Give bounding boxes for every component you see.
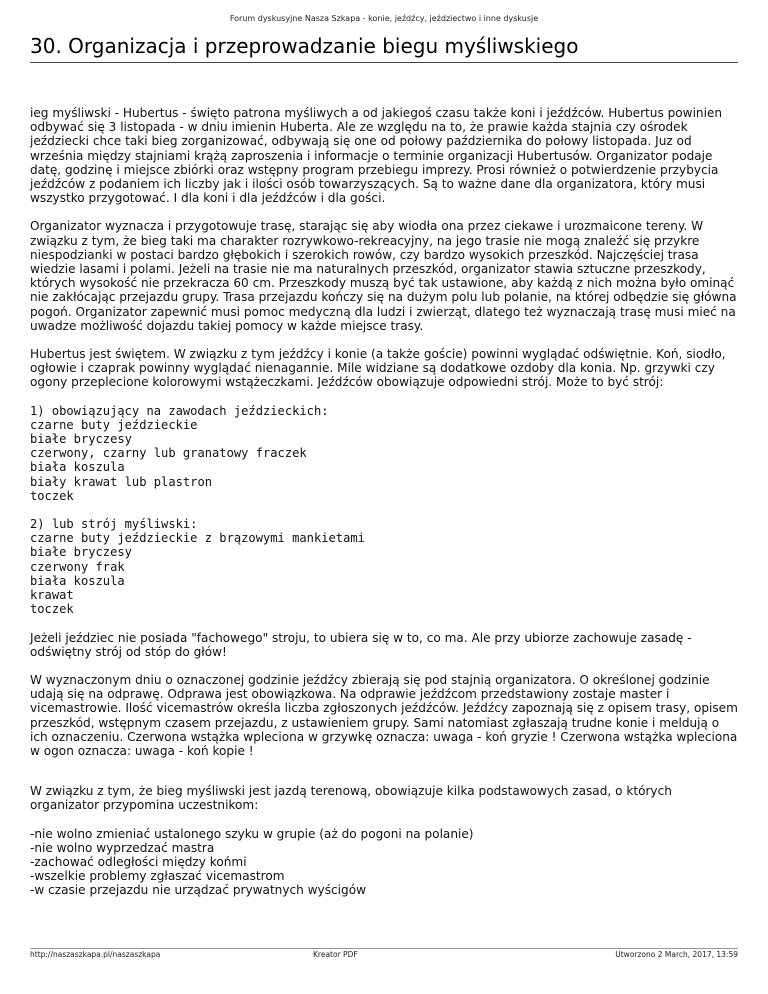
list-competition-attire: 1) obowiązujący na zawodach jeździeckich: czarne buty jeździeckie białe bryczesy czerwony, czarny lub granatowy fraczek biała koszula biały krawat lub plastron toczek [30, 403, 329, 503]
paragraph-briefing: W wyznaczonym dniu o oznaczonej godzinie jeźdźcy zbierają się pod stajnią organizatora. O określonej godzinie udają się na odprawę. Odprawa jest obowiązkowa. Na odprawie jeźdźcom przedstawiony zostaje master i vicemastrowie. Ilość vicemastrów określa liczba zgłoszonych jeźdźców. Jeźdźcy zapoznają się z opisem trasy, opisem przeszkód, wstępnym czasem przejazdu, z ustawieniem grupy. Sami natomiast zgłaszają trudne konie i meldują o ich oznaczeniu. Czerwona wstążka wpleciona w grzywkę oznacza: uwaga - koń gryzie ! Czerwona wstążka wpleciona w ogon oznacza: uwaga - koń kopie ! [30, 672, 738, 758]
footer-created-date: Utworzono 2 March, 2017, 13:59 [615, 950, 738, 959]
page-footer [30, 948, 738, 962]
footer-generator: Kreator PDF [313, 950, 358, 959]
paragraph-attire: Hubertus jest świętem. W związku z tym jeźdźcy i konie (a także goście) powinni wyglądać odświętnie. Koń, siodło, ogłowie i czaprak powinny wyglądać nienagannie. Mile widziane są dodatkowe ozdoby dla konia. Np. grzywki czy ogony przeplecione kolorowymi wstążeczkami. Jeźdźców obowiązuje odpowiedni strój. Może to być strój: [30, 347, 726, 390]
title-underline [30, 62, 738, 63]
footer-rule [30, 948, 738, 949]
page-title: 30. Organizacja i przeprowadzanie biegu myśliwskiego [30, 34, 579, 58]
paragraph-route: Organizator wyznacza i przygotowuje trasę, starając się aby wiodła ona przez ciekawe i urozmaicone tereny. W związku z tym, że bieg taki ma charakter rozrywkowo-rekreacyjny, na jego trasie nie mogą znaleźć się przykre niespodzianki w postaci bardzo głębokich i szerokich rowów, czy bardzo wysokich przeszkód. Najczęściej trasa wiedzie lasami i polami. Jeżeli na trasie nie ma naturalnych przeszkód, organizator stawia sztuczne przeszkody, których wysokość nie przekracza 60 cm. Przeszkody muszą być tak ustawione, aby każdą z nich można było ominąć nie zakłócając przejazdu grupy. Trasa przejazdu kończy się na dużym polu lub polanie, na której odbędzie się główna pogoń. Organizator zapewnić musi pomoc medyczną dla ludzi i zwierząt, dlatego też wyznaczają trasę musi mieć na uwadze możliwość dojazdu takiej pomocy w każde miejsce trasy. [30, 219, 737, 333]
paragraph-intro: ieg myśliwski - Hubertus - święto patrona myśliwych a od jakiegoś czasu także koni i jeźdźców. Hubertus powinien odbywać się 3 listopada - w dniu imienin Huberta. Ale ze względu na to, że prawie każda stajnia czy ośrodek jeździecki chce taki bieg zorganizować, odbywają się one od połowy października do połowy listopada. Juz od września między stajniami krążą zaproszenia i informacje o terminie organizacji Hubertusów. Organizator podaje datę, godzinę i miejsce zbiórki oraz wstępny program przebiegu imprezy. Prosi również o potwierdzenie przybycia jeźdźców z podaniem ich liczby jak i ilości osób towarzyszących. Są to ważne dane dla organizatora, który musi wszystko przygotować. I dla koni i dla jeźdźców i dla gości. [30, 106, 723, 206]
list-hunting-attire: 2) lub strój myśliwski: czarne buty jeździeckie z brązowymi mankietami białe bryczesy czerwony frak biała koszula krawat toczek [30, 517, 365, 617]
paragraph-attire-note: Jeżeli jeździec nie posiada "fachowego" stroju, to ubiera się w to, co ma. Ale przy ubiorze zachowuje zasadę - odświętny strój od stóp do głów! [30, 630, 692, 659]
footer-url[interactable]: http://naszaszkapa.pl/naszaszkapa [30, 950, 161, 959]
list-rules: -nie wolno zmieniać ustalonego szyku w grupie (aż do pogoni na polanie) -nie wolno wyprzedzać mastra -zachować odległości między końmi -wszelkie problemy zgłaszać vicemastrom -w czasie przejazdu nie urządzać prywatnych wyścigów [30, 826, 474, 898]
article-body [30, 106, 740, 912]
running-header: Forum dyskusyjne Nasza Szkapa - konie, jeźdźcy, jeździectwo i inne dyskusje [229, 14, 539, 23]
paragraph-rules-intro: W związku z tym, że bieg myśliwski jest jazdą terenową, obowiązuje kilka podstawowych zasad, o których organizator przypomina uczestnikom: [30, 784, 672, 813]
